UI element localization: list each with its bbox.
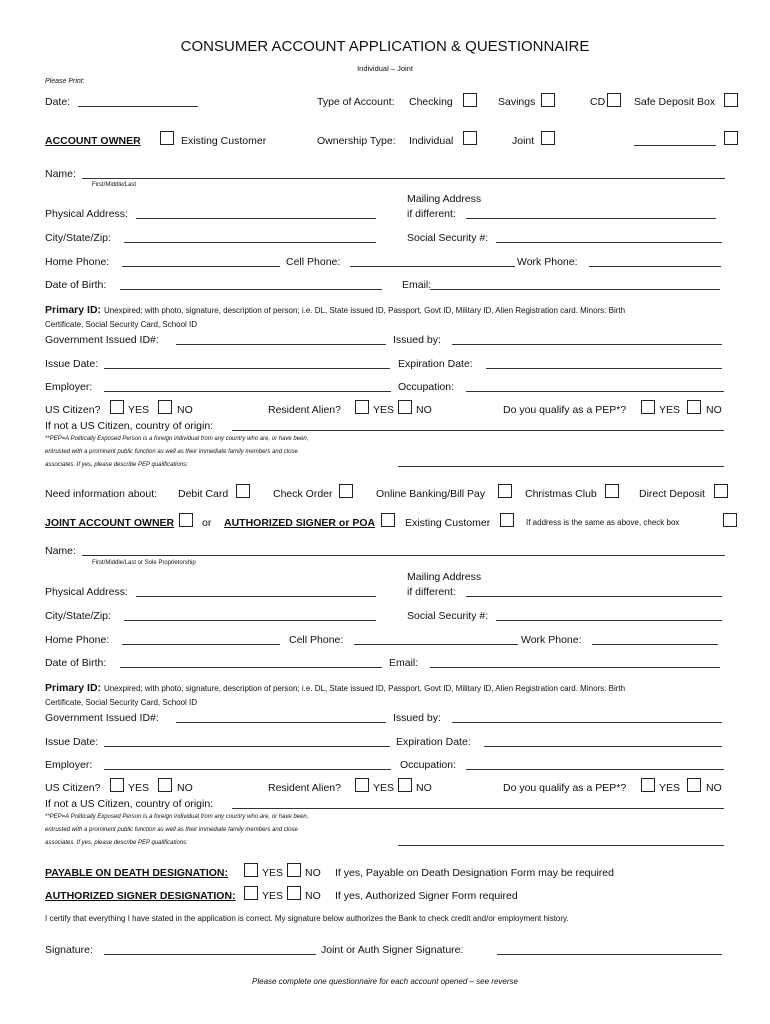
joint-city-field[interactable]: [124, 620, 376, 621]
primary-id-desc-1: Unexpired; with photo, signature, description of person; i.e. DL, State issued ID, Passport, Govt ID, Military ID, Alien Registration card. Minors: Birth: [103, 306, 626, 315]
joint-primary-id-desc-2: Certificate, Social Security Card, School ID: [45, 698, 198, 707]
joint-us-citizen-no-checkbox[interactable]: [158, 778, 172, 792]
joint-mailing-label-1: Mailing Address: [407, 571, 482, 583]
joint-signature-label: Joint or Auth Signer Signature:: [321, 944, 464, 956]
joint-checkbox[interactable]: [541, 131, 555, 145]
joint-pep-yes-label: YES: [659, 782, 681, 794]
mailing-label-2: if different:: [407, 208, 456, 220]
owner-cell-phone-field[interactable]: [350, 266, 515, 267]
asd-no-label: NO: [305, 890, 321, 902]
ownership-type-label: Ownership Type:: [317, 135, 396, 147]
joint-work-phone-label: Work Phone:: [521, 634, 582, 646]
authorized-signer-heading: AUTHORIZED SIGNER or POA: [224, 517, 376, 529]
owner-occupation-field[interactable]: [466, 391, 724, 392]
asd-heading: AUTHORIZED SIGNER DESIGNATION:: [45, 890, 236, 902]
dob-label: Date of Birth:: [45, 279, 107, 291]
pod-no-label: NO: [305, 867, 321, 879]
joint-issue-date-label: Issue Date:: [45, 736, 99, 748]
check-order-checkbox[interactable]: [339, 484, 353, 498]
pep-question-label: Do you qualify as a PEP*?: [503, 404, 627, 416]
joint-primary-id-label: Primary ID:: [45, 682, 102, 694]
page-title: CONSUMER ACCOUNT APPLICATION & QUESTIONNAIRE: [180, 38, 590, 55]
joint-expiration-label: Expiration Date:: [396, 736, 471, 748]
joint-ssn-label: Social Security #:: [407, 610, 489, 622]
primary-id-line-1: [45, 304, 625, 317]
joint-resident-no-label: NO: [416, 782, 432, 794]
joint-occupation-field[interactable]: [466, 769, 724, 770]
owner-name-hint: First/Middle/Last: [92, 182, 137, 188]
joint-cell-phone-label: Cell Phone:: [289, 634, 344, 646]
online-banking-checkbox[interactable]: [498, 484, 512, 498]
owner-pep-description-field[interactable]: [398, 466, 724, 467]
owner-dob-field[interactable]: [120, 289, 382, 290]
physical-address-label: Physical Address:: [45, 208, 128, 220]
joint-pep-description-field[interactable]: [398, 845, 724, 846]
page-subtitle: Individual – Joint: [357, 64, 413, 73]
joint-email-label: Email:: [389, 657, 419, 669]
owner-employer-field[interactable]: [104, 391, 391, 392]
asd-no-checkbox[interactable]: [287, 886, 301, 900]
joint-pep-question-label: Do you qualify as a PEP*?: [503, 782, 627, 794]
account-owner-heading: ACCOUNT OWNER: [45, 135, 141, 147]
savings-label: Savings: [498, 96, 536, 108]
joint-pep-no-label: NO: [706, 782, 722, 794]
joint-employer-field[interactable]: [104, 769, 391, 770]
pep-no-checkbox[interactable]: [687, 400, 701, 414]
city-label: City/State/Zip:: [45, 232, 111, 244]
joint-home-phone-label: Home Phone:: [45, 634, 110, 646]
direct-deposit-label: Direct Deposit: [639, 488, 705, 500]
primary-id-label: Primary ID:: [45, 304, 102, 316]
joint-pep-yes-checkbox[interactable]: [641, 778, 655, 792]
owner-city-field[interactable]: [124, 242, 376, 243]
joint-name-field[interactable]: [82, 555, 725, 556]
same-address-label: If address is the same as above, check box: [526, 518, 680, 527]
ssn-label: Social Security #:: [407, 232, 489, 244]
owner-mailing-field[interactable]: [466, 218, 716, 219]
or-label: or: [202, 517, 212, 529]
checking-label: Checking: [409, 96, 453, 108]
employer-label: Employer:: [45, 381, 93, 393]
owner-work-phone-field[interactable]: [589, 266, 721, 267]
certification-text: I certify that everything I have stated in the application is correct. My signature below authorizes the Bank to check credit and/or employment history.: [45, 914, 569, 923]
savings-checkbox[interactable]: [541, 93, 555, 107]
existing-customer-label: Existing Customer: [181, 135, 267, 147]
resident-yes-label: YES: [373, 404, 395, 416]
date-field[interactable]: [78, 106, 198, 107]
pod-heading: PAYABLE ON DEATH DESIGNATION:: [45, 867, 228, 879]
please-print-label: Please Print:: [45, 78, 85, 85]
same-address-checkbox[interactable]: [723, 513, 737, 527]
joint-work-phone-field[interactable]: [592, 644, 718, 645]
owner-country-field[interactable]: [232, 430, 724, 431]
cd-label: CD: [590, 96, 606, 108]
home-phone-label: Home Phone:: [45, 256, 110, 268]
joint-city-label: City/State/Zip:: [45, 610, 111, 622]
checking-checkbox[interactable]: [463, 93, 477, 107]
signature-label: Signature:: [45, 944, 93, 956]
joint-resident-no-checkbox[interactable]: [398, 778, 412, 792]
existing-customer-checkbox[interactable]: [160, 131, 174, 145]
joint-mailing-label-2: if different:: [407, 586, 456, 598]
joint-existing-customer-checkbox[interactable]: [500, 513, 514, 527]
safe-deposit-checkbox[interactable]: [724, 93, 738, 107]
resident-alien-label: Resident Alien?: [268, 404, 341, 416]
joint-issued-by-label: Issued by:: [393, 712, 441, 724]
joint-resident-alien-label: Resident Alien?: [268, 782, 341, 794]
debit-card-label: Debit Card: [178, 488, 229, 500]
joint-us-citizen-yes-label: YES: [128, 782, 150, 794]
primary-id-desc-2: Certificate, Social Security Card, School ID: [45, 320, 198, 329]
joint-owner-heading: JOINT ACCOUNT OWNER: [45, 517, 175, 529]
resident-no-checkbox[interactable]: [398, 400, 412, 414]
pod-note: If yes, Payable on Death Designation Form may be required: [335, 867, 614, 879]
work-phone-label: Work Phone:: [517, 256, 578, 268]
joint-physical-field[interactable]: [136, 596, 376, 597]
other-ownership-field[interactable]: [634, 145, 716, 146]
joint-name-label: Name:: [45, 545, 76, 557]
need-info-label: Need information about:: [45, 488, 158, 500]
joint-primary-id-desc-1: Unexpired; with photo, signature, description of person; i.e. DL, State issued ID, Passport, Govt ID, Military ID, Alien Registration card. Minors: Birth: [103, 684, 626, 693]
joint-mailing-field[interactable]: [466, 596, 722, 597]
owner-ssn-field[interactable]: [496, 242, 722, 243]
pep-note-2: entrusted with a prominent public function as well as their immediate family members and close: [45, 449, 298, 455]
pod-no-checkbox[interactable]: [287, 863, 301, 877]
joint-dob-field[interactable]: [120, 667, 382, 668]
asd-note: If yes, Authorized Signer Form required: [335, 890, 518, 902]
joint-primary-id-line-1: [45, 682, 625, 695]
joint-gov-id-label: Government Issued ID#:: [45, 712, 159, 724]
christmas-club-checkbox[interactable]: [605, 484, 619, 498]
joint-employer-label: Employer:: [45, 759, 93, 771]
individual-checkbox[interactable]: [463, 131, 477, 145]
joint-us-citizen-yes-checkbox[interactable]: [110, 778, 124, 792]
authorized-signer-checkbox[interactable]: [381, 513, 395, 527]
joint-gov-id-field[interactable]: [176, 722, 386, 723]
issued-by-label: Issued by:: [393, 334, 441, 346]
pod-yes-checkbox[interactable]: [244, 863, 258, 877]
expiration-date-label: Expiration Date:: [398, 358, 473, 370]
issue-date-label: Issue Date:: [45, 358, 99, 370]
gov-id-label: Government Issued ID#:: [45, 334, 159, 346]
joint-physical-label: Physical Address:: [45, 586, 128, 598]
owner-issue-date-field[interactable]: [104, 368, 390, 369]
joint-pep-no-checkbox[interactable]: [687, 778, 701, 792]
pep-yes-label: YES: [659, 404, 681, 416]
resident-no-label: NO: [416, 404, 432, 416]
joint-issue-date-field[interactable]: [104, 746, 390, 747]
us-citizen-no-label: NO: [177, 404, 193, 416]
date-label: Date:: [45, 96, 71, 108]
asd-yes-checkbox[interactable]: [244, 886, 258, 900]
us-citizen-yes-checkbox[interactable]: [110, 400, 124, 414]
joint-country-origin-label: If not a US Citizen, country of origin:: [45, 798, 214, 810]
pep-note-1: **PEP=A Politically Exposed Person is a foreign individual from any country who are, or have been,: [45, 436, 309, 442]
check-order-label: Check Order: [273, 488, 333, 500]
joint-dob-label: Date of Birth:: [45, 657, 107, 669]
owner-email-field[interactable]: [430, 289, 720, 290]
joint-pep-note-1: **PEP=A Politically Exposed Person is a foreign individual from any country who are, or have been,: [45, 814, 309, 820]
us-citizen-no-checkbox[interactable]: [158, 400, 172, 414]
joint-signature-field[interactable]: [497, 954, 722, 955]
joint-issued-by-field[interactable]: [452, 722, 722, 723]
mailing-label-1: Mailing Address: [407, 193, 482, 205]
online-banking-label: Online Banking/Bill Pay: [376, 488, 486, 500]
pep-note-3: associates. If yes, please describe PEP qualifications:: [45, 462, 188, 468]
cell-phone-label: Cell Phone:: [286, 256, 341, 268]
account-type-label: Type of Account:: [317, 96, 395, 108]
individual-label: Individual: [409, 135, 454, 147]
joint-us-citizen-no-label: NO: [177, 782, 193, 794]
joint-email-field[interactable]: [430, 667, 720, 668]
country-origin-label: If not a US Citizen, country of origin:: [45, 420, 214, 432]
owner-home-phone-field[interactable]: [122, 266, 280, 267]
bottom-note: Please complete one questionnaire for each account opened – see reverse: [252, 977, 518, 986]
joint-resident-yes-checkbox[interactable]: [355, 778, 369, 792]
owner-expiration-field[interactable]: [486, 368, 722, 369]
us-citizen-label: US Citizen?: [45, 404, 101, 416]
owner-name-field[interactable]: [82, 178, 725, 179]
owner-name-label: Name:: [45, 168, 76, 180]
joint-expiration-field[interactable]: [484, 746, 722, 747]
joint-cell-phone-field[interactable]: [354, 644, 518, 645]
safe-deposit-label: Safe Deposit Box: [634, 96, 716, 108]
joint-us-citizen-label: US Citizen?: [45, 782, 101, 794]
joint-home-phone-field[interactable]: [122, 644, 280, 645]
joint-ssn-field[interactable]: [496, 620, 722, 621]
us-citizen-yes-label: YES: [128, 404, 150, 416]
direct-deposit-checkbox[interactable]: [714, 484, 728, 498]
other-ownership-checkbox[interactable]: [724, 131, 738, 145]
joint-resident-yes-label: YES: [373, 782, 395, 794]
signature-field[interactable]: [104, 954, 316, 955]
owner-physical-field[interactable]: [136, 218, 376, 219]
joint-occupation-label: Occupation:: [400, 759, 457, 771]
email-label: Email:: [402, 279, 432, 291]
joint-pep-note-2: entrusted with a prominent public function as well as their immediate family members and close: [45, 827, 298, 833]
joint-owner-checkbox[interactable]: [179, 513, 193, 527]
joint-existing-customer-label: Existing Customer: [405, 517, 491, 529]
owner-gov-id-field[interactable]: [176, 344, 386, 345]
joint-country-field[interactable]: [232, 808, 724, 809]
pod-yes-label: YES: [262, 867, 284, 879]
cd-checkbox[interactable]: [607, 93, 621, 107]
debit-card-checkbox[interactable]: [236, 484, 250, 498]
joint-pep-note-3: associates. If yes, please describe PEP qualifications:: [45, 840, 188, 846]
owner-issued-by-field[interactable]: [452, 344, 722, 345]
christmas-club-label: Christmas Club: [525, 488, 597, 500]
pep-yes-checkbox[interactable]: [641, 400, 655, 414]
joint-name-hint: First/Middle/Last or Sole Proprietorship: [92, 560, 196, 566]
occupation-label: Occupation:: [398, 381, 455, 393]
pep-no-label: NO: [706, 404, 722, 416]
joint-label: Joint: [512, 135, 535, 147]
asd-yes-label: YES: [262, 890, 284, 902]
resident-yes-checkbox[interactable]: [355, 400, 369, 414]
